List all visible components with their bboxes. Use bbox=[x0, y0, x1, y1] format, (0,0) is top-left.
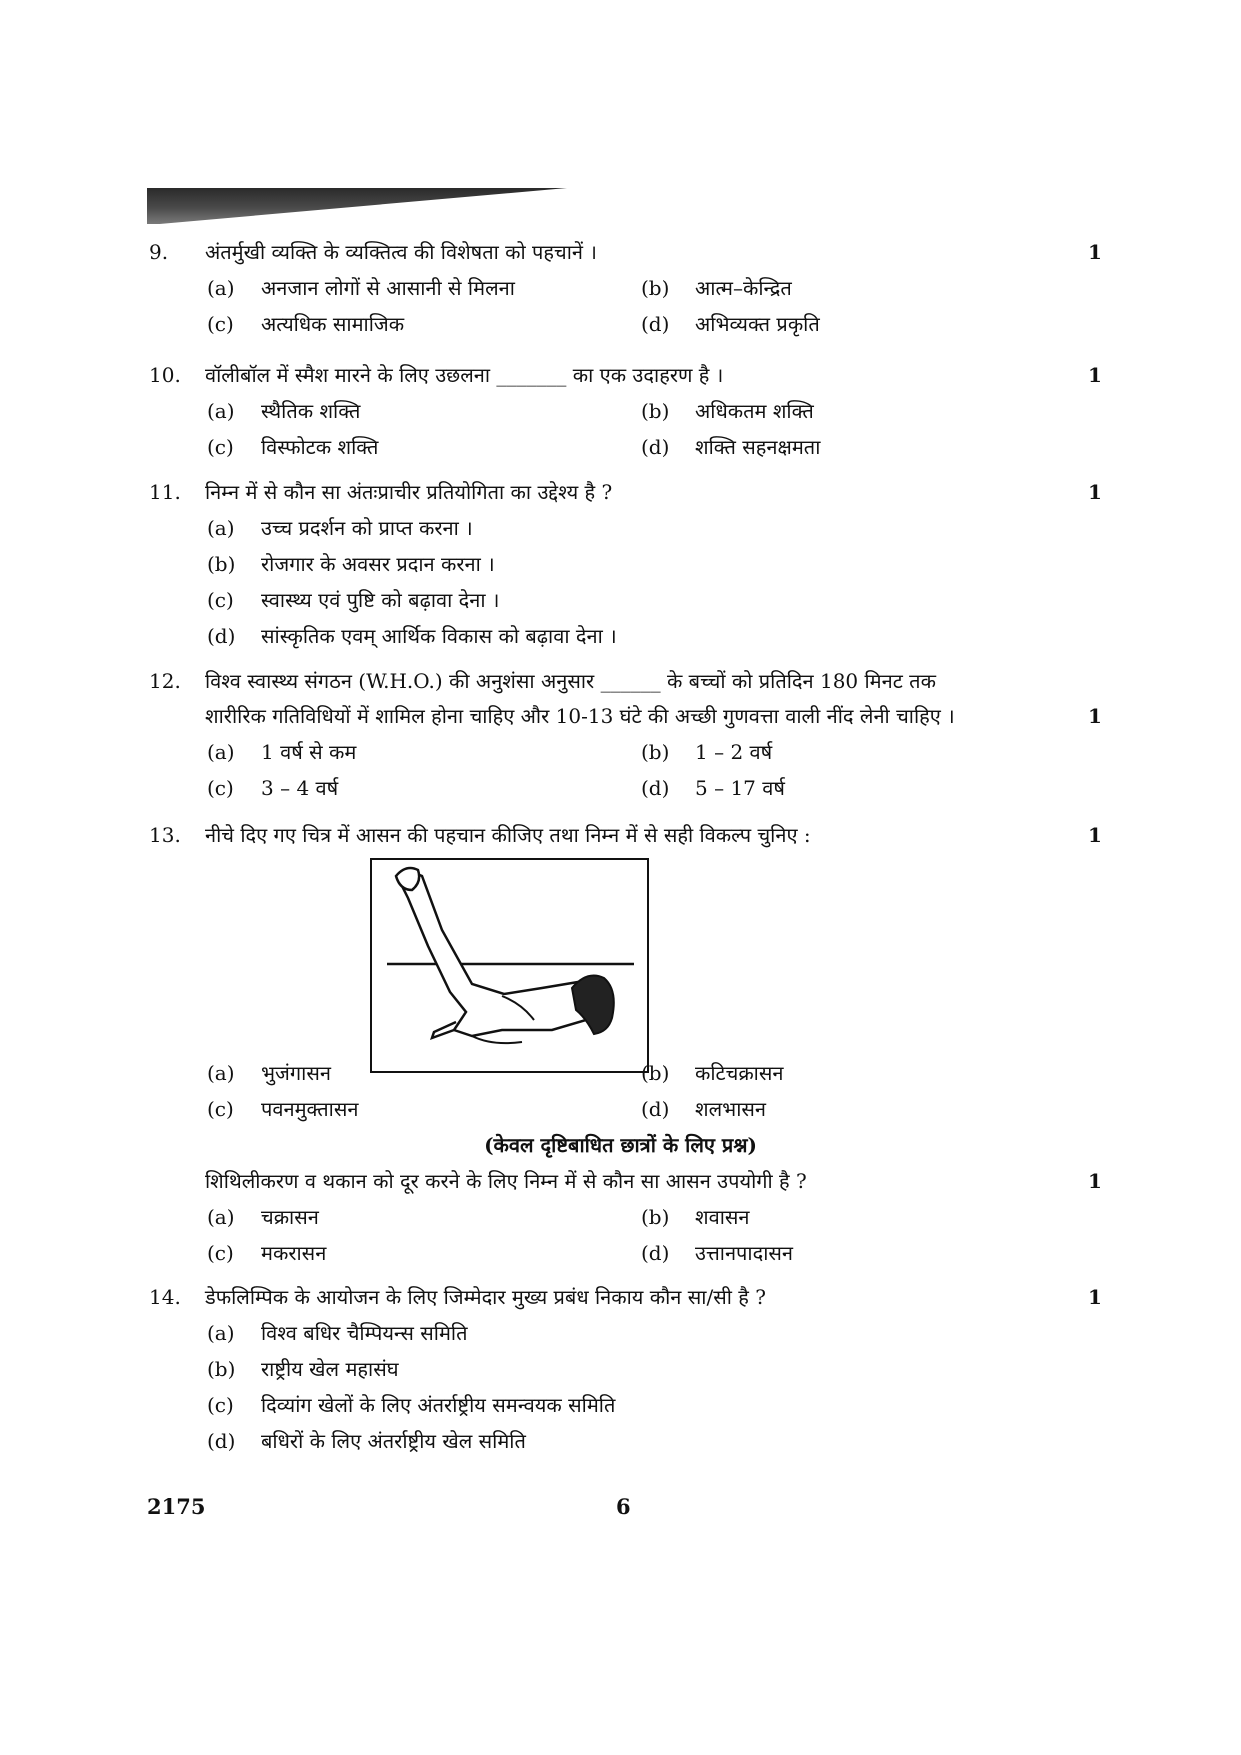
question-13-option-d: (d) शलभासन bbox=[641, 1097, 767, 1121]
question-11-option-a: (a) उच्च प्रदर्शन को प्राप्त करना । bbox=[207, 516, 473, 540]
alt-question-text: शिथिलीकरण व थकान को दूर करने के लिए निम्न में से कौन सा आसन उपयोगी है ? bbox=[205, 1169, 807, 1193]
alt-question-option-c: (c) मकरासन bbox=[207, 1241, 327, 1265]
question-14-text: डेफलिम्पिक के आयोजन के लिए जिम्मेदार मुख्य प्रबंध निकाय कौन सा/सी है ? bbox=[205, 1285, 766, 1309]
shalabhasana-figure bbox=[370, 858, 649, 1073]
question-13-option-a: (a) भुजंगासन bbox=[207, 1061, 331, 1085]
question-12-number: 12. bbox=[149, 669, 181, 693]
question-12-option-a: (a) 1 वर्ष से कम bbox=[207, 740, 357, 764]
question-10-option-d: (d) शक्ति सहनक्षमता bbox=[641, 435, 821, 459]
alt-question-marks: 1 bbox=[1088, 1169, 1102, 1193]
question-14-marks: 1 bbox=[1088, 1285, 1102, 1309]
question-13-option-c: (c) पवनमुक्तासन bbox=[207, 1097, 359, 1121]
paper-code: 2175 bbox=[147, 1494, 206, 1519]
question-12-option-b: (b) 1 – 2 वर्ष bbox=[641, 740, 773, 764]
question-11-text: निम्न में से कौन सा अंतःप्राचीर प्रतियोगिता का उद्देश्य है ? bbox=[205, 480, 613, 504]
question-10-option-c: (c) विस्फोटक शक्ति bbox=[207, 435, 379, 459]
body-outline bbox=[400, 874, 594, 1036]
question-9-option-d: (d) अभिव्यक्त प्रकृति bbox=[641, 312, 820, 336]
head bbox=[572, 976, 614, 1034]
torso-line bbox=[472, 1036, 522, 1043]
question-9-option-b: (b) आत्म–केन्द्रित bbox=[641, 276, 792, 300]
question-14-number: 14. bbox=[149, 1285, 181, 1309]
alt-question-option-d: (d) उत्तानपादासन bbox=[641, 1241, 794, 1265]
alt-question-option-a: (a) चक्रासन bbox=[207, 1205, 319, 1229]
question-9-number: 9. bbox=[149, 240, 169, 264]
page-number: 6 bbox=[616, 1494, 631, 1519]
question-11-option-c: (c) स्वास्थ्य एवं पुष्टि को बढ़ावा देना । bbox=[207, 588, 500, 612]
question-12-marks: 1 bbox=[1088, 704, 1102, 728]
question-9-option-a: (a) अनजान लोगों से आसानी से मिलना bbox=[207, 276, 515, 300]
question-12-text-line2: शारीरिक गतिविधियों में शामिल होना चाहिए और 10-13 घंटे की अच्छी गुणवत्ता वाली नींद लेनी चाहिए । bbox=[205, 704, 955, 728]
question-10-option-a: (a) स्थैतिक शक्ति bbox=[207, 399, 361, 423]
question-13-option-b: (b) कटिचक्रासन bbox=[641, 1061, 784, 1085]
question-10-number: 10. bbox=[149, 363, 181, 387]
section-note: (केवल दृष्टिबाधित छात्रों के लिए प्रश्न) bbox=[484, 1133, 757, 1157]
question-14-option-a: (a) विश्व बधिर चैम्पियन्स समिति bbox=[207, 1321, 468, 1345]
question-9-text: अंतर्मुखी व्यक्ति के व्यक्तित्व की विशेषता को पहचानें । bbox=[205, 240, 597, 264]
question-10-option-b: (b) अधिकतम शक्ति bbox=[641, 399, 814, 423]
header-decoration-bar bbox=[147, 188, 567, 224]
question-11-marks: 1 bbox=[1088, 480, 1102, 504]
arm bbox=[432, 1022, 456, 1038]
feet bbox=[396, 868, 419, 890]
pose-illustration bbox=[372, 860, 647, 1071]
question-10-marks: 1 bbox=[1088, 363, 1102, 387]
question-14-option-c: (c) दिव्यांग खेलों के लिए अंतर्राष्ट्रीय समन्वयक समिति bbox=[207, 1393, 616, 1417]
alt-question-option-b: (b) शवासन bbox=[641, 1205, 750, 1229]
question-11-number: 11. bbox=[149, 480, 181, 504]
question-14-option-d: (d) बधिरों के लिए अंतर्राष्ट्रीय खेल समिति bbox=[207, 1429, 526, 1453]
question-12-option-d: (d) 5 – 17 वर्ष bbox=[641, 776, 785, 800]
question-12-text: विश्व स्वास्थ्य संगठन (W.H.O.) की अनुशंसा अनुसार ______ के बच्चों को प्रतिदिन 180 मिनट तक bbox=[205, 669, 936, 693]
question-9-marks: 1 bbox=[1088, 240, 1102, 264]
question-14-option-b: (b) राष्ट्रीय खेल महासंघ bbox=[207, 1357, 399, 1381]
question-13-marks: 1 bbox=[1088, 823, 1102, 847]
question-11-option-d: (d) सांस्कृतिक एवम् आर्थिक विकास को बढ़ावा देना । bbox=[207, 624, 617, 648]
question-13-text: नीचे दिए गए चित्र में आसन की पहचान कीजिए तथा निम्न में से सही विकल्प चुनिए : bbox=[205, 823, 811, 847]
question-10-text: वॉलीबॉल में स्मैश मारने के लिए उछलना _______ का एक उदाहरण है । bbox=[205, 363, 724, 387]
question-13-number: 13. bbox=[149, 823, 181, 847]
question-12-option-c: (c) 3 – 4 वर्ष bbox=[207, 776, 339, 800]
question-9-option-c: (c) अत्यधिक सामाजिक bbox=[207, 312, 405, 336]
question-11-option-b: (b) रोजगार के अवसर प्रदान करना । bbox=[207, 552, 495, 576]
